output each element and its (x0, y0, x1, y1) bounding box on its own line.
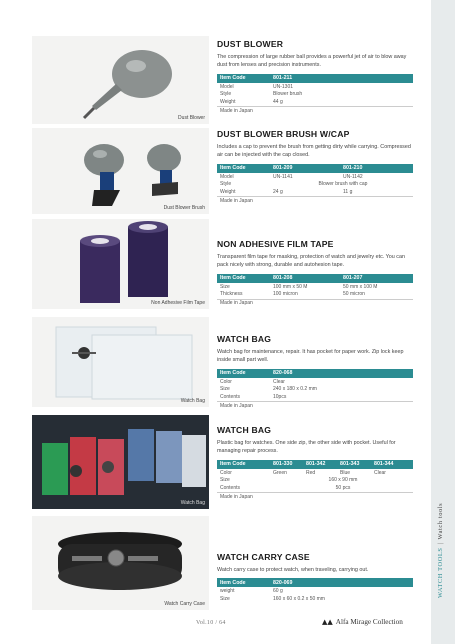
photo-caption: Non Adhesive Film Tape (151, 300, 205, 306)
film-tape-photo (32, 219, 209, 309)
dust-blower-image (32, 36, 209, 124)
spec-row: Weight 24 g 11 g (220, 188, 353, 195)
brand-name: Alfa Mirage Collection (335, 618, 403, 626)
made-in: Made in Japan (217, 196, 413, 204)
dust-blower-brush-image (32, 128, 209, 214)
spec-row: Model UN-1301 (220, 83, 294, 90)
spec-row: Contents 50 pcs (220, 484, 351, 491)
photo-caption: Watch Bag (180, 398, 205, 404)
product-title: NON ADHESIVE FILM TAPE (217, 239, 334, 249)
watch-bag-color-image (32, 415, 209, 509)
spec-row: Style Blower brush (220, 91, 303, 98)
brand-mark-icon: ▲▲ (322, 618, 333, 626)
product-dust-blower-brush (217, 129, 415, 204)
spec-row: Contents 10pcs (220, 393, 287, 400)
made-in: Made in Japan (217, 401, 413, 409)
product-watch-bag-color (217, 425, 415, 500)
sidebar-label (437, 503, 444, 598)
spec-row: Size 240 x 180 x 0.2 mm (220, 386, 317, 393)
dust-blower-photo (32, 36, 209, 124)
product-description: Transparent film tape for masking, protection of watch and jewelry etc. You can pack nicely with strong, durable and autohesion tape. (217, 254, 405, 269)
product-description: The compression of large rubber ball provides a powerful jet of air to blow away dust from lenses and precision instruments. (217, 54, 407, 69)
spec-row: Model UN-1141 UN-1142 (220, 173, 363, 180)
spec-row: Size 100 mm x 50 M 50 mm x 100 M (220, 283, 378, 290)
spec-table (217, 369, 413, 410)
spec-header: Item Code 820-069 (217, 578, 413, 587)
spec-header: Item Code 801-211 (217, 74, 413, 83)
photo-caption: Dust Blower Brush (163, 205, 205, 211)
watch-bag-clear-image (32, 317, 209, 407)
dust-blower-brush-photo (32, 128, 209, 214)
made-in: Made in Japan (217, 299, 413, 307)
film-tape-image (32, 219, 209, 309)
product-description: Watch bag for maintenance, repair. It has pocket for paper work. Zip lock keep inside small part well. (217, 349, 404, 364)
made-in: Made in Japan (217, 106, 413, 114)
product-watch-carry-case (217, 552, 415, 602)
spec-table (217, 274, 413, 307)
product-film-tape (217, 239, 415, 307)
watch-bag-clear-photo (32, 317, 209, 407)
product-title: WATCH CARRY CASE (217, 552, 310, 562)
spec-header: Item Code 801-209 801-210 (217, 164, 413, 173)
photo-caption: Dust Blower (178, 115, 205, 121)
sidebar-subcategory: Watch tools (437, 502, 444, 540)
spec-header: Item Code 801-330 801-342 801-343 801-344 (217, 460, 413, 469)
spec-table (217, 578, 413, 602)
spec-table (217, 460, 413, 501)
sidebar-separator: | (437, 542, 444, 545)
spec-row: Weight 44 g (220, 98, 283, 105)
spec-table (217, 74, 413, 115)
product-dust-blower (217, 39, 415, 114)
product-title: WATCH BAG (217, 425, 272, 435)
product-title: DUST BLOWER BRUSH W/CAP (217, 129, 350, 139)
product-description: Watch carry case to protect watch, when traveling, carrying out. (217, 567, 369, 573)
spec-row: Size 160 x 60 x 0.2 x 50 mm (220, 595, 325, 602)
spec-row: weight 60 g (220, 588, 283, 595)
watch-carry-case-photo (32, 516, 209, 610)
spec-row: Style Blower brush with cap (220, 181, 368, 188)
spec-header: Item Code 820-068 (217, 369, 413, 378)
product-title: WATCH BAG (217, 334, 272, 344)
photo-caption: Watch Bag (180, 500, 205, 506)
spec-row: Size 160 x 90 mm (220, 477, 358, 484)
watch-bag-color-photo (32, 415, 209, 509)
spec-table (217, 164, 413, 205)
spec-row: Thickness 100 micron 50 micron (220, 291, 365, 298)
spec-row: Color Green Red Blue Clear (220, 469, 386, 476)
watch-carry-case-image (32, 516, 209, 610)
sidebar-category: WATCH TOOLS (437, 547, 444, 598)
spec-row: Color Clear (220, 378, 285, 385)
photo-caption: Watch Carry Case (164, 601, 205, 607)
product-description: Includes a cap to prevent the brush from getting dirty while carrying. Compressed air can be injected with the cap closed. (217, 144, 411, 159)
made-in: Made in Japan (217, 492, 413, 500)
product-description: Plastic bag for watches. One side zip, the other side with pocket. Useful for managing repair process. (217, 440, 396, 455)
product-title: DUST BLOWER (217, 39, 284, 49)
product-watch-bag-clear (217, 334, 415, 409)
brand-logo (322, 618, 403, 626)
page-number: Vol.10 / 64 (196, 620, 226, 626)
spec-header: Item Code 801-208 801-207 (217, 274, 413, 283)
